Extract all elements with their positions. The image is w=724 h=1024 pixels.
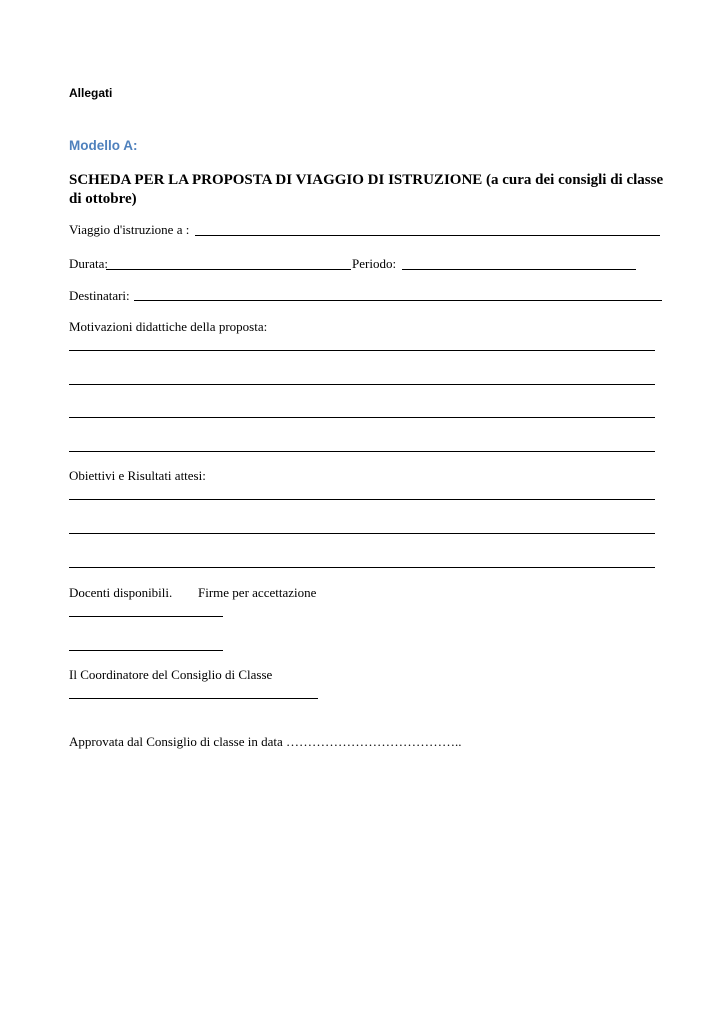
coordinatore-label: Il Coordinatore del Consiglio di Classe bbox=[69, 667, 273, 682]
durata-line[interactable] bbox=[106, 269, 351, 270]
motivazioni-line-3[interactable] bbox=[69, 417, 655, 418]
periodo-label: Periodo: bbox=[352, 256, 397, 271]
coordinatore-signature-line[interactable] bbox=[69, 698, 318, 699]
docenti-signature-line-2[interactable] bbox=[69, 650, 223, 651]
motivazioni-label: Motivazioni didattiche della proposta: bbox=[69, 319, 268, 334]
approvata-date-dots[interactable]: ………………………………….. bbox=[285, 734, 462, 749]
document-title: SCHEDA PER LA PROPOSTA DI VIAGGIO DI ISTRUZIONE (a cura dei consigli di classe di ottobre) bbox=[69, 172, 664, 207]
allegati-heading: Allegati bbox=[69, 86, 113, 100]
periodo-line[interactable] bbox=[402, 269, 636, 270]
modello-heading: Modello A: bbox=[69, 138, 138, 153]
durata-label: Durata: bbox=[69, 256, 108, 271]
viaggio-line[interactable] bbox=[195, 235, 660, 236]
firme-label: Firme per accettazione bbox=[198, 585, 317, 600]
motivazioni-line-4[interactable] bbox=[69, 451, 655, 452]
destinatari-line[interactable] bbox=[134, 300, 662, 301]
approvata-label: Approvata dal Consiglio di classe in data bbox=[69, 734, 283, 749]
obiettivi-line-2[interactable] bbox=[69, 533, 655, 534]
viaggio-label: Viaggio d'istruzione a : bbox=[69, 222, 190, 237]
approvata-row bbox=[69, 734, 461, 750]
obiettivi-line-3[interactable] bbox=[69, 567, 655, 568]
obiettivi-line-1[interactable] bbox=[69, 499, 655, 500]
docenti-label: Docenti disponibili. bbox=[69, 585, 173, 600]
motivazioni-line-1[interactable] bbox=[69, 350, 655, 351]
motivazioni-line-2[interactable] bbox=[69, 384, 655, 385]
destinatari-label: Destinatari: bbox=[69, 288, 130, 303]
obiettivi-label: Obiettivi e Risultati attesi: bbox=[69, 468, 206, 483]
docenti-signature-line-1[interactable] bbox=[69, 616, 223, 617]
